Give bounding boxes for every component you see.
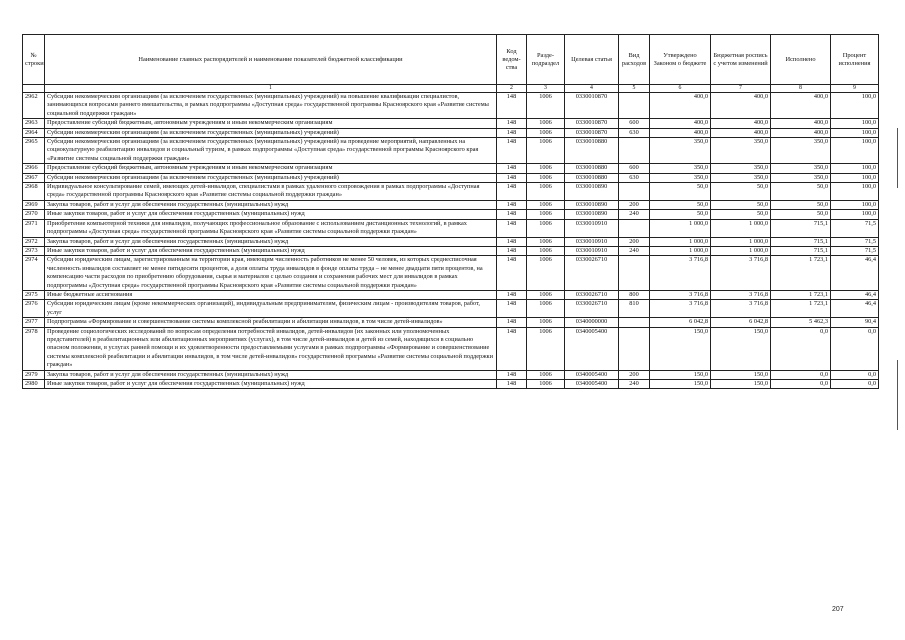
cell-percent: 71,5 bbox=[831, 237, 879, 246]
cell-row-number: 2969 bbox=[23, 200, 45, 209]
cell-approved: 50,0 bbox=[650, 210, 711, 219]
cell-section: 1006 bbox=[527, 93, 565, 119]
cell-budget-list: 350,0 bbox=[711, 138, 771, 164]
cell-budget-list: 400,0 bbox=[711, 119, 771, 128]
cell-section: 1006 bbox=[527, 300, 565, 318]
cell-section: 1006 bbox=[527, 380, 565, 389]
table-row bbox=[23, 370, 879, 379]
page-number: 207 bbox=[832, 606, 844, 613]
cell-row-number: 2962 bbox=[23, 93, 45, 119]
table-row bbox=[23, 290, 879, 299]
cell-dept-code: 148 bbox=[497, 237, 527, 246]
cell-dept-code: 148 bbox=[497, 300, 527, 318]
cell-section: 1006 bbox=[527, 370, 565, 379]
cell-target-article: 0330010880 bbox=[565, 164, 619, 173]
cell-expense-type: 240 bbox=[619, 380, 650, 389]
cell-section: 1006 bbox=[527, 119, 565, 128]
cell-section: 1006 bbox=[527, 183, 565, 201]
cell-budget-list: 3 716,8 bbox=[711, 290, 771, 299]
cell-executed: 715,1 bbox=[771, 219, 831, 237]
cell-percent: 100,0 bbox=[831, 200, 879, 209]
cell-approved: 350,0 bbox=[650, 164, 711, 173]
cell-executed: 350,0 bbox=[771, 164, 831, 173]
column-number: 3 bbox=[527, 85, 565, 93]
cell-percent: 46,4 bbox=[831, 290, 879, 299]
cell-name: Индивидуальное консультирование семей, имеющих детей-инвалидов, специалистами в рамках удаленного сопровождения в рамках подпрограммы «Доступная среда» государственной программы Красноярского края «Развитие системы социальной поддержки граждан» bbox=[45, 183, 497, 201]
cell-dept-code: 148 bbox=[497, 183, 527, 201]
cell-executed: 1 723,1 bbox=[771, 256, 831, 291]
cell-expense-type bbox=[619, 256, 650, 291]
table-row bbox=[23, 237, 879, 246]
cell-row-number: 2974 bbox=[23, 256, 45, 291]
cell-section: 1006 bbox=[527, 290, 565, 299]
cell-approved: 350,0 bbox=[650, 138, 711, 164]
cell-percent: 0,0 bbox=[831, 370, 879, 379]
cell-row-number: 2966 bbox=[23, 164, 45, 173]
cell-percent: 100,0 bbox=[831, 138, 879, 164]
cell-section: 1006 bbox=[527, 173, 565, 182]
cell-target-article: 0330010880 bbox=[565, 173, 619, 182]
cell-name: Закупка товаров, работ и услуг для обеспечения государственных (муниципальных) нужд bbox=[45, 200, 497, 209]
cell-dept-code: 148 bbox=[497, 210, 527, 219]
cell-row-number: 2973 bbox=[23, 246, 45, 255]
column-number: 9 bbox=[831, 85, 879, 93]
cell-approved: 50,0 bbox=[650, 200, 711, 209]
cell-name: Проведение социологических исследований по вопросам определения потребностей инвалидов, детей-инвалидов (их законных или уполномоченных представителей) в реабилитационных или абилитационных мероприятиях (услугах), в том числе детей-инвалидов и детей из семей, находящихся в социально опасном положении, в услугах ранней помощи и их удовлетворенности предоставляемыми услугами в рамках подпрограммы «Формирование и совершенствование системы комплексной реабилитации и абилитации инвалидов, в том числе детей-инвалидов» государственной программы «Развитие системы социальной поддержки граждан» bbox=[45, 327, 497, 370]
cell-target-article: 0340005400 bbox=[565, 327, 619, 370]
cell-executed: 50,0 bbox=[771, 183, 831, 201]
cell-budget-list: 1 000,0 bbox=[711, 246, 771, 255]
cell-target-article: 0330026710 bbox=[565, 290, 619, 299]
header-name: Наименование главных распорядителей и наименование показателей бюджетной классификации bbox=[45, 35, 497, 85]
cell-percent: 46,4 bbox=[831, 256, 879, 291]
header-expense-type: Вид расходов bbox=[619, 35, 650, 85]
cell-expense-type bbox=[619, 183, 650, 201]
cell-target-article: 0330010870 bbox=[565, 93, 619, 119]
cell-expense-type: 240 bbox=[619, 210, 650, 219]
cell-executed: 715,1 bbox=[771, 246, 831, 255]
cell-executed: 50,0 bbox=[771, 210, 831, 219]
cell-row-number: 2977 bbox=[23, 318, 45, 327]
table-row bbox=[23, 380, 879, 389]
cell-name: Иные закупки товаров, работ и услуг для обеспечения государственных (муниципальных) нужд bbox=[45, 380, 497, 389]
cell-section: 1006 bbox=[527, 327, 565, 370]
table-row bbox=[23, 164, 879, 173]
cell-expense-type: 240 bbox=[619, 246, 650, 255]
cell-dept-code: 148 bbox=[497, 290, 527, 299]
cell-approved: 1 000,0 bbox=[650, 219, 711, 237]
cell-section: 1006 bbox=[527, 237, 565, 246]
column-number: 4 bbox=[565, 85, 619, 93]
cell-budget-list: 3 716,8 bbox=[711, 256, 771, 291]
cell-approved: 3 716,8 bbox=[650, 290, 711, 299]
cell-row-number: 2965 bbox=[23, 138, 45, 164]
table-row bbox=[23, 246, 879, 255]
cell-budget-list: 400,0 bbox=[711, 128, 771, 137]
table-header-row bbox=[23, 35, 879, 85]
cell-dept-code: 148 bbox=[497, 138, 527, 164]
cell-name: Субсидии некоммерческим организациям (за исключением государственных (муниципальных) учреждений) на проведение мероприятий, направленных на социокультурную реабилитацию инвалидов и социальный туризм, в рамках подпрограммы «Доступная среда» государственной программы Красноярского края «Развитие системы социальной поддержки граждан» bbox=[45, 138, 497, 164]
table-row bbox=[23, 256, 879, 291]
table-row bbox=[23, 138, 879, 164]
cell-row-number: 2978 bbox=[23, 327, 45, 370]
cell-name: Субсидии юридическим лицам (кроме некоммерческих организаций), индивидуальным предпринимателям, физическим лицам - производителям товаров, работ, услуг bbox=[45, 300, 497, 318]
cell-section: 1006 bbox=[527, 210, 565, 219]
cell-name: Субсидии некоммерческим организациям (за исключением государственных (муниципальных) учреждений) bbox=[45, 128, 497, 137]
cell-name: Предоставление субсидий бюджетным, автономным учреждениям и иным некоммерческим организациям bbox=[45, 164, 497, 173]
cell-dept-code: 148 bbox=[497, 164, 527, 173]
cell-budget-list: 350,0 bbox=[711, 164, 771, 173]
cell-expense-type: 200 bbox=[619, 370, 650, 379]
cell-executed: 0,0 bbox=[771, 370, 831, 379]
table-body bbox=[23, 93, 879, 389]
cell-row-number: 2964 bbox=[23, 128, 45, 137]
table-row bbox=[23, 173, 879, 182]
scan-edge-mark bbox=[897, 128, 898, 188]
column-number: 6 bbox=[650, 85, 711, 93]
cell-name: Предоставление субсидий бюджетным, автономным учреждениям и иным некоммерческим организациям bbox=[45, 119, 497, 128]
cell-row-number: 2968 bbox=[23, 183, 45, 201]
cell-budget-list: 50,0 bbox=[711, 183, 771, 201]
cell-percent: 100,0 bbox=[831, 164, 879, 173]
cell-percent: 0,0 bbox=[831, 380, 879, 389]
cell-approved: 150,0 bbox=[650, 370, 711, 379]
column-number: 1 bbox=[45, 85, 497, 93]
cell-expense-type: 630 bbox=[619, 128, 650, 137]
header-budget-list: Бюджетная роспись с учетом изменений bbox=[711, 35, 771, 85]
cell-section: 1006 bbox=[527, 219, 565, 237]
cell-executed: 1 723,1 bbox=[771, 300, 831, 318]
cell-row-number: 2967 bbox=[23, 173, 45, 182]
header-target-article: Целевая статья bbox=[565, 35, 619, 85]
cell-expense-type bbox=[619, 327, 650, 370]
cell-dept-code: 148 bbox=[497, 327, 527, 370]
cell-dept-code: 148 bbox=[497, 200, 527, 209]
cell-percent: 100,0 bbox=[831, 93, 879, 119]
cell-name: Субсидии некоммерческим организациям (за исключением государственных (муниципальных) учреждений) на повышение квалификации специалистов, занимающихся вопросами раннего вмешательства, в рамках подпрограммы «Доступная среда» государственной программы Красноярского края «Развитие системы социальной поддержки граждан» bbox=[45, 93, 497, 119]
cell-executed: 715,1 bbox=[771, 237, 831, 246]
header-dept-code: Код ведом-ства bbox=[497, 35, 527, 85]
cell-target-article: 0340000000 bbox=[565, 318, 619, 327]
cell-target-article: 0330010880 bbox=[565, 138, 619, 164]
cell-percent: 100,0 bbox=[831, 128, 879, 137]
table-row bbox=[23, 200, 879, 209]
cell-dept-code: 148 bbox=[497, 370, 527, 379]
cell-approved: 6 042,8 bbox=[650, 318, 711, 327]
cell-expense-type bbox=[619, 138, 650, 164]
cell-budget-list: 1 000,0 bbox=[711, 219, 771, 237]
cell-percent: 71,5 bbox=[831, 219, 879, 237]
cell-target-article: 0330026710 bbox=[565, 256, 619, 291]
header-percent: Процент исполнения bbox=[831, 35, 879, 85]
cell-approved: 400,0 bbox=[650, 128, 711, 137]
cell-section: 1006 bbox=[527, 128, 565, 137]
column-number-row bbox=[23, 85, 879, 93]
cell-executed: 1 723,1 bbox=[771, 290, 831, 299]
cell-percent: 100,0 bbox=[831, 210, 879, 219]
header-approved: Утверждено Законом о бюджете bbox=[650, 35, 711, 85]
cell-percent: 71,5 bbox=[831, 246, 879, 255]
table-row bbox=[23, 128, 879, 137]
table-row bbox=[23, 300, 879, 318]
cell-target-article: 0330010890 bbox=[565, 200, 619, 209]
table-row bbox=[23, 219, 879, 237]
cell-dept-code: 148 bbox=[497, 128, 527, 137]
cell-percent: 100,0 bbox=[831, 119, 879, 128]
cell-expense-type bbox=[619, 318, 650, 327]
table-row bbox=[23, 119, 879, 128]
cell-target-article: 0330010910 bbox=[565, 237, 619, 246]
cell-budget-list: 50,0 bbox=[711, 210, 771, 219]
cell-section: 1006 bbox=[527, 256, 565, 291]
cell-executed: 0,0 bbox=[771, 327, 831, 370]
cell-executed: 5 462,3 bbox=[771, 318, 831, 327]
cell-expense-type: 600 bbox=[619, 119, 650, 128]
cell-percent: 46,4 bbox=[831, 300, 879, 318]
cell-approved: 400,0 bbox=[650, 93, 711, 119]
cell-section: 1006 bbox=[527, 164, 565, 173]
cell-name: Иные закупки товаров, работ и услуг для обеспечения государственных (муниципальных) нужд bbox=[45, 210, 497, 219]
cell-approved: 150,0 bbox=[650, 327, 711, 370]
cell-executed: 350,0 bbox=[771, 173, 831, 182]
cell-dept-code: 148 bbox=[497, 173, 527, 182]
cell-percent: 90,4 bbox=[831, 318, 879, 327]
cell-expense-type bbox=[619, 93, 650, 119]
cell-percent: 0,0 bbox=[831, 327, 879, 370]
column-number bbox=[23, 85, 45, 93]
cell-section: 1006 bbox=[527, 138, 565, 164]
budget-execution-table bbox=[22, 34, 879, 389]
cell-executed: 350,0 bbox=[771, 138, 831, 164]
cell-row-number: 2971 bbox=[23, 219, 45, 237]
cell-section: 1006 bbox=[527, 246, 565, 255]
cell-target-article: 0330010910 bbox=[565, 219, 619, 237]
cell-expense-type: 200 bbox=[619, 237, 650, 246]
cell-budget-list: 150,0 bbox=[711, 380, 771, 389]
cell-name: Иные бюджетные ассигнования bbox=[45, 290, 497, 299]
cell-dept-code: 148 bbox=[497, 246, 527, 255]
column-number: 5 bbox=[619, 85, 650, 93]
cell-executed: 400,0 bbox=[771, 93, 831, 119]
cell-executed: 400,0 bbox=[771, 119, 831, 128]
column-number: 7 bbox=[711, 85, 771, 93]
cell-target-article: 0340005400 bbox=[565, 370, 619, 379]
cell-approved: 3 716,8 bbox=[650, 256, 711, 291]
cell-name: Приобретение компьютерной техники для инвалидов, получающих профессиональное образование с использованием дистанционных технологий, в рамках подпрограммы «Доступная среда» государственной программы Красноярского края «Развитие системы социальной поддержки граждан» bbox=[45, 219, 497, 237]
column-number: 8 bbox=[771, 85, 831, 93]
cell-name: Закупка товаров, работ и услуг для обеспечения государственных (муниципальных) нужд bbox=[45, 370, 497, 379]
cell-approved: 1 000,0 bbox=[650, 237, 711, 246]
cell-target-article: 0340005400 bbox=[565, 380, 619, 389]
cell-row-number: 2963 bbox=[23, 119, 45, 128]
cell-dept-code: 148 bbox=[497, 219, 527, 237]
cell-name: Закупка товаров, работ и услуг для обеспечения государственных (муниципальных) нужд bbox=[45, 237, 497, 246]
cell-name: Иные закупки товаров, работ и услуг для обеспечения государственных (муниципальных) нужд bbox=[45, 246, 497, 255]
cell-target-article: 0330010890 bbox=[565, 183, 619, 201]
header-row-number: № строки bbox=[23, 35, 45, 85]
cell-name: Субсидии некоммерческим организациям (за исключением государственных (муниципальных) учреждений) bbox=[45, 173, 497, 182]
cell-approved: 400,0 bbox=[650, 119, 711, 128]
table-row bbox=[23, 183, 879, 201]
cell-expense-type: 200 bbox=[619, 200, 650, 209]
cell-percent: 100,0 bbox=[831, 173, 879, 182]
cell-budget-list: 400,0 bbox=[711, 93, 771, 119]
cell-executed: 0,0 bbox=[771, 380, 831, 389]
cell-dept-code: 148 bbox=[497, 318, 527, 327]
cell-budget-list: 150,0 bbox=[711, 327, 771, 370]
cell-target-article: 0330010910 bbox=[565, 246, 619, 255]
cell-budget-list: 3 716,8 bbox=[711, 300, 771, 318]
table-row bbox=[23, 318, 879, 327]
cell-approved: 50,0 bbox=[650, 183, 711, 201]
column-number: 2 bbox=[497, 85, 527, 93]
cell-dept-code: 148 bbox=[497, 119, 527, 128]
cell-target-article: 0330026710 bbox=[565, 300, 619, 318]
cell-approved: 3 716,8 bbox=[650, 300, 711, 318]
cell-executed: 50,0 bbox=[771, 200, 831, 209]
cell-expense-type: 600 bbox=[619, 164, 650, 173]
cell-target-article: 0330010890 bbox=[565, 210, 619, 219]
cell-row-number: 2975 bbox=[23, 290, 45, 299]
table-row bbox=[23, 210, 879, 219]
header-executed: Исполнено bbox=[771, 35, 831, 85]
cell-row-number: 2972 bbox=[23, 237, 45, 246]
cell-row-number: 2970 bbox=[23, 210, 45, 219]
cell-percent: 100,0 bbox=[831, 183, 879, 201]
cell-name: Субсидии юридическим лицам, зарегистрированным на территории края, имеющим численность работников не менее 50 человек, из которых среднесписочная численность инвалидов составляет не менее пятидесяти процентов, а доля оплаты труда инвалидов в фонде оплаты труда – не менее двадцати пяти процентов, на компенсацию части расходов по приобретению оборудования, сырья и материалов с целью создания и сохранения рабочих мест для инвалидов в рамках подпрограммы «Доступная среда» государственной программы Красноярского края «Развитие системы социальной поддержки граждан» bbox=[45, 256, 497, 291]
cell-dept-code: 148 bbox=[497, 256, 527, 291]
cell-dept-code: 148 bbox=[497, 93, 527, 119]
scan-edge-mark bbox=[897, 360, 898, 430]
cell-target-article: 0330010870 bbox=[565, 128, 619, 137]
header-section: Разде-подраздел bbox=[527, 35, 565, 85]
cell-expense-type bbox=[619, 219, 650, 237]
cell-section: 1006 bbox=[527, 200, 565, 209]
cell-row-number: 2976 bbox=[23, 300, 45, 318]
cell-budget-list: 6 042,8 bbox=[711, 318, 771, 327]
cell-budget-list: 150,0 bbox=[711, 370, 771, 379]
cell-budget-list: 350,0 bbox=[711, 173, 771, 182]
table-row bbox=[23, 93, 879, 119]
cell-expense-type: 800 bbox=[619, 290, 650, 299]
cell-approved: 150,0 bbox=[650, 380, 711, 389]
cell-target-article: 0330010870 bbox=[565, 119, 619, 128]
cell-name: Подпрограмма «Формирование и совершенствование системы комплексной реабилитации и абилитации инвалидов, в том числе детей-инвалидов» bbox=[45, 318, 497, 327]
cell-executed: 400,0 bbox=[771, 128, 831, 137]
cell-expense-type: 810 bbox=[619, 300, 650, 318]
cell-expense-type: 630 bbox=[619, 173, 650, 182]
cell-row-number: 2980 bbox=[23, 380, 45, 389]
cell-dept-code: 148 bbox=[497, 380, 527, 389]
cell-budget-list: 50,0 bbox=[711, 200, 771, 209]
cell-budget-list: 1 000,0 bbox=[711, 237, 771, 246]
cell-row-number: 2979 bbox=[23, 370, 45, 379]
cell-section: 1006 bbox=[527, 318, 565, 327]
table-row bbox=[23, 327, 879, 370]
cell-approved: 1 000,0 bbox=[650, 246, 711, 255]
cell-approved: 350,0 bbox=[650, 173, 711, 182]
